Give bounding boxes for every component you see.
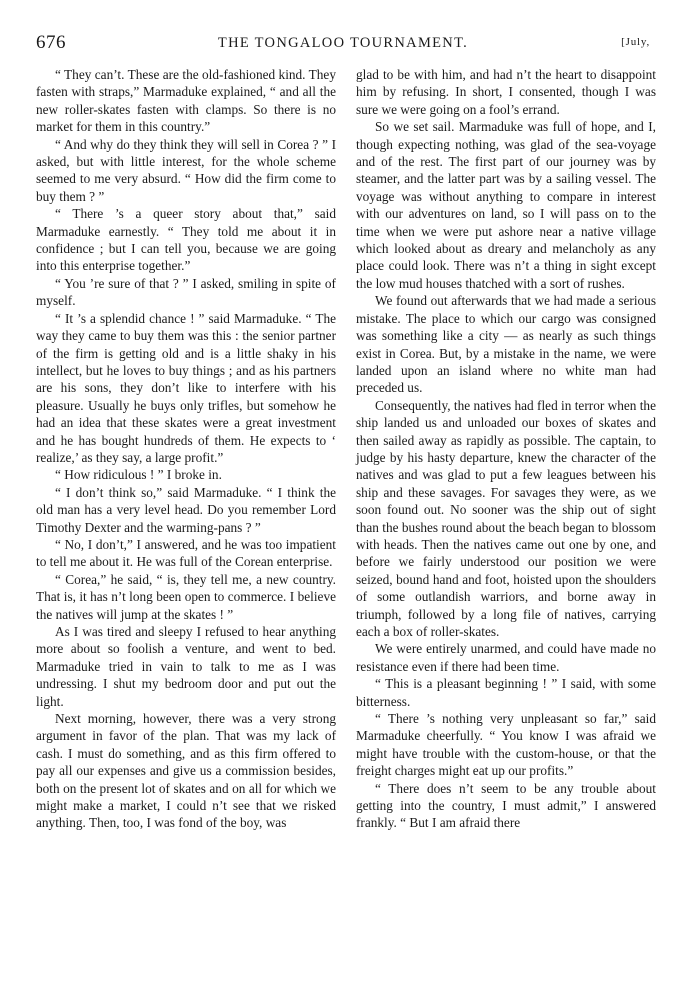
paragraph: We found out afterwards that we had made a serious mistake. The place to which our cargo was consigned was something like a city — as nearly as such things exist in Corea. But, by a mistake in the name, we were landed upon an island where no white man had preceded us.	[356, 293, 656, 396]
paragraph: Consequently, the natives had fled in terror when the ship landed us and unloaded our boxes of skates and then sailed away as rapidly as possible. The captain, to judge by his hasty departure, knew the character of the natives and was glad to put a few leagues between his ship and these savages. For savages they were, as we soon found out. No sooner was the ship out of sight than the bushes round about the beach began to blossom with heads. Then the natives came out one by one, and before we fairly understood our position we were seized, bound hand and foot, hoisted upon the shoulders of some outlandish warriors, and borne away in triumph, followed by a long file of natives, carrying each a box of roller-skates.	[356, 397, 656, 639]
paragraph: “ You ’re sure of that ? ” I asked, smiling in spite of myself.	[36, 275, 336, 309]
paragraph: “ It ’s a splendid chance ! ” said Marmaduke. “ The way they came to buy them was this : the senior partner of the firm is getting old and is a little shaky in his intellect, but he loves to buy things ; and as his partners are his sons, they don’t like to interfere with his pleasure. Usually he buys only trifles, but somehow he had an idea that these skates were a great investment and he has bought hundreds of them. He expects to ‘ realize,’ as they say, a large profit.”	[36, 310, 336, 465]
paragraph: “ No, I don’t,” I answered, and he was too impatient to tell me about it. He was full of the Corean enterprise.	[36, 536, 336, 570]
paragraph: We were entirely unarmed, and could have made no resistance even if there had been time.	[356, 641, 656, 674]
paragraph: “ This is a pleasant beginning ! ” I said, with some bitterness.	[356, 676, 656, 709]
page-number: 676	[36, 32, 66, 53]
paragraph: So we set sail. Marmaduke was full of hope, and I, though expecting nothing, was glad of the sea-voyage and of the rest. The first part of our journey was by steamer, and the latter part was by a sailing vessel. The voyage was without anything to compare in interest with our adventures on land, so I will pass on to the time when we were put ashore near a native village which looked about as dreary and melancholy as any place could look. There was n’t a thing in sight except the low mud houses thatched with a sort of rushes.	[356, 119, 656, 291]
paragraph: “ How ridiculous ! ” I broke in.	[55, 467, 222, 483]
paragraph: “ And why do they think they will sell in Corea ? ” I asked, but with little interest, for the whole scheme seemed to me very absurd. “ How did the firm come to buy them ? ”	[36, 136, 336, 204]
paragraph: “ I don’t think so,” said Marmaduke. “ I think the old man has a very level head. Do you remember Lord Timothy Dexter and the warming-pans ? ”	[36, 484, 336, 535]
page-header	[36, 30, 650, 58]
left-column	[36, 66, 336, 832]
paragraph-continuation: glad to be with him, and had n’t the heart to disappoint him by refusing. In short, I consented, though I was sure we were going on a fool’s errand.	[356, 67, 656, 117]
paragraph: “ They can’t. These are the old-fashioned kind. They fasten with straps,” Marmaduke explained, “ and all the new roller-skates fasten with clamps. So there is no market for them in this country.”	[36, 67, 336, 135]
right-column	[356, 66, 656, 832]
paragraph: Next morning, however, there was a very strong argument in favor of the plan. That was my lack of cash. I must do something, and as this firm offered to pay all our expenses and give us a commission besides, both on the present lot of skates and on all for which we might make a market, I could n’t see that we risked anything. Then, too, I was fond of the boy, was	[36, 711, 336, 831]
paragraph: “ There ’s nothing very unpleasant so far,” said Marmaduke cheerfully. “ You know I was afraid we might have trouble with the custom-house, or that the freight charges might eat up our profits.”	[356, 711, 656, 779]
running-date: [July,	[621, 36, 650, 48]
running-title: THE TONGALOO TOURNAMENT.	[217, 35, 469, 51]
paragraph: “ There does n’t seem to be any trouble about getting into the country, I must admit,” I answered frankly. “ But I am afraid there	[356, 780, 656, 831]
paragraph: As I was tired and sleepy I refused to hear anything more about so foolish a venture, and went to bed. Marmaduke tried in vain to talk to me as I was undressing. I shut my bedroom door and put out the light.	[36, 624, 336, 709]
paragraph: “ There ’s a queer story about that,” said Marmaduke earnestly. “ They told me about it in confidence ; but I can tell you, because we are going into this enterprise together.”	[36, 206, 336, 274]
paragraph: “ Corea,” he said, “ is, they tell me, a new country. That is, it has n’t long been open to commerce. I believe the natives will jump at the skates ! ”	[36, 571, 336, 622]
